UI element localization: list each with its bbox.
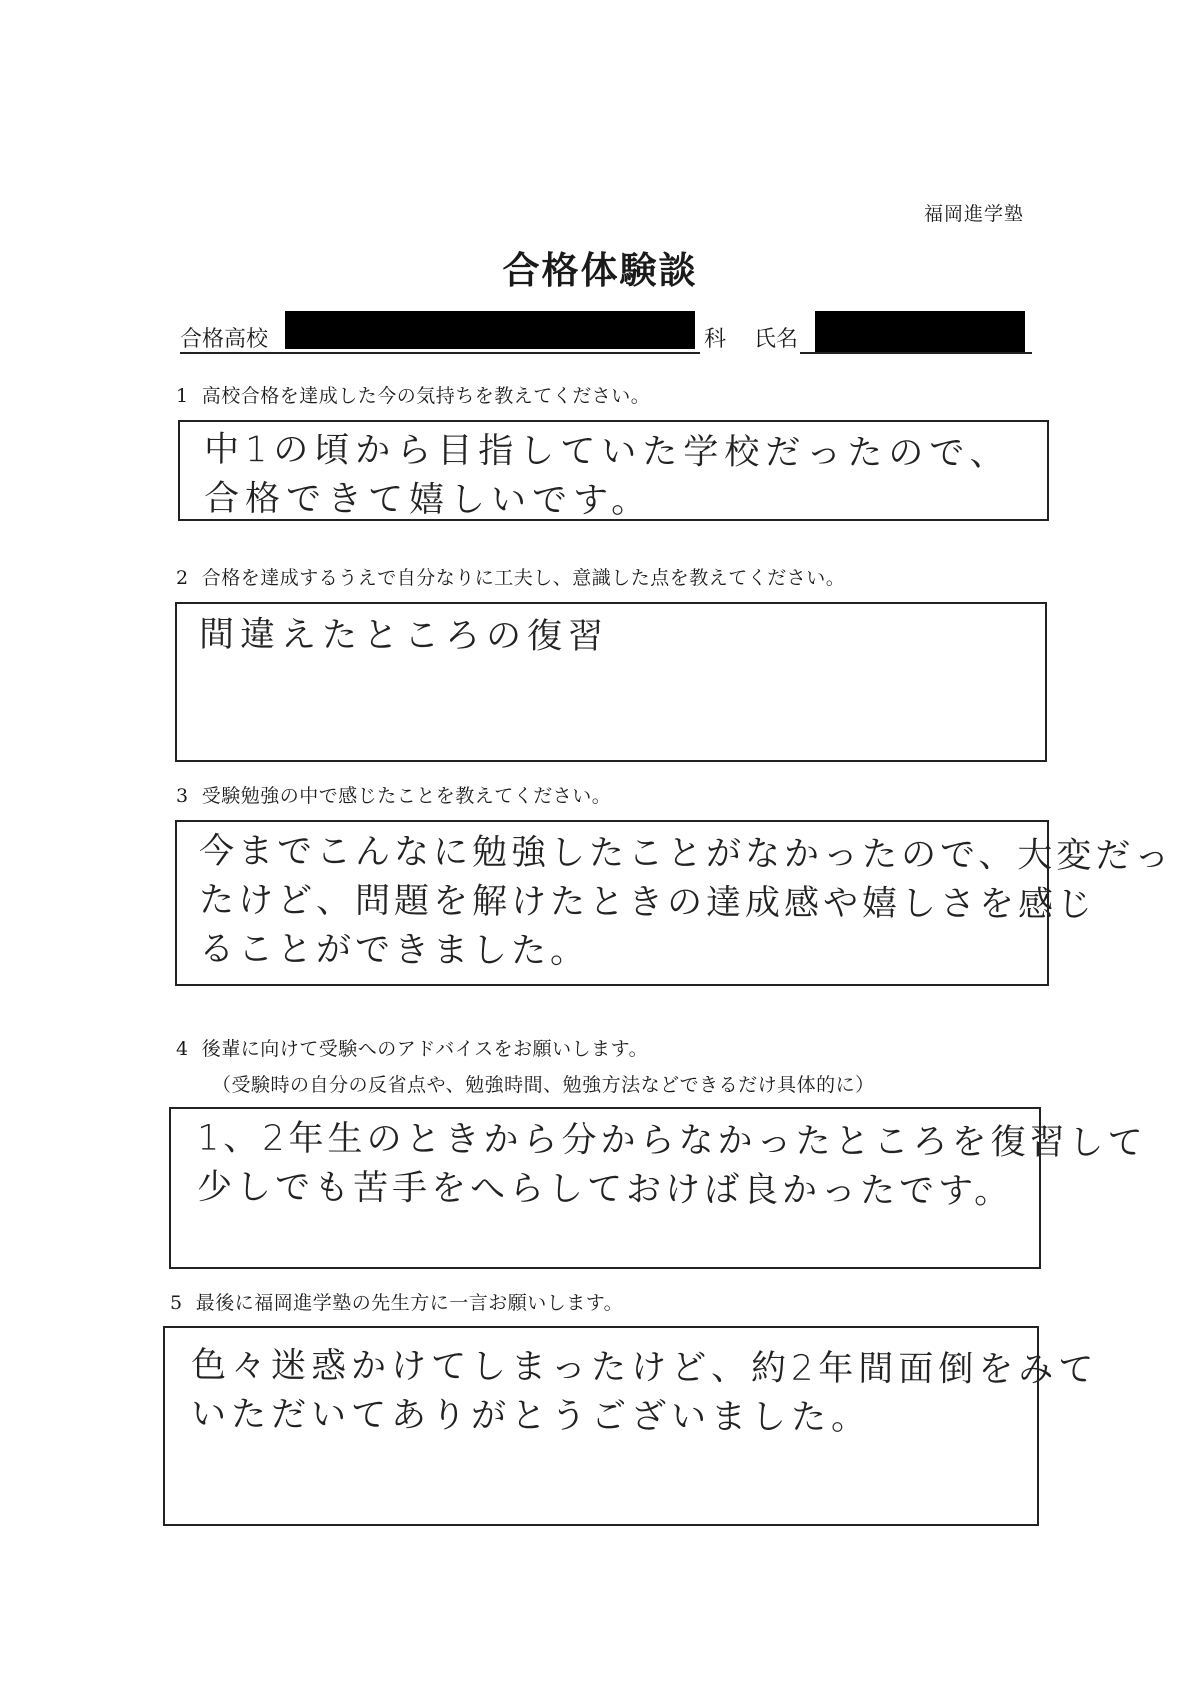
name-underline [800, 352, 1032, 354]
answer-box-2 [175, 602, 1047, 762]
question-number: 4 [176, 1038, 189, 1060]
question-prompt: 高校合格を達成した今の気持ちを教えてください。 [201, 385, 651, 407]
department-suffix: 科 [704, 327, 727, 352]
organization-name: 福岡進学塾 [924, 203, 1025, 225]
question-3 [176, 781, 611, 808]
question-2 [176, 563, 845, 590]
answer-line: 中1の頃から目指していた学校だったので、 [203, 429, 1011, 475]
question-prompt: 最後に福岡進学塾の先生方に一言お願いします。 [195, 1292, 624, 1314]
school-label: 合格高校 [180, 327, 269, 352]
question-prompt: 後輩に向けて受験へのアドバイスをお願いします。 [201, 1038, 649, 1060]
answer-line: 今までこんなに勉強したことがなかったので、大変だっ [198, 831, 1174, 877]
answer-line: 少しでも苦手をへらしておけば良かったです。 [196, 1167, 1014, 1212]
question-5 [170, 1288, 623, 1315]
answer-line: 合格できて嬉しいです。 [203, 478, 653, 522]
question-number: 2 [176, 567, 189, 589]
question-1 [176, 381, 650, 408]
name-redaction [815, 311, 1025, 354]
answer-box-1 [178, 420, 1049, 521]
answer-line: ることができました。 [198, 929, 590, 972]
answer-line: たけど、問題を解けたときの達成感や嬉しさを感じ [198, 880, 1097, 926]
question-prompt: 合格を達成するうえで自分なりに工夫し、意識した点を教えてください。 [201, 567, 846, 589]
question-number: 1 [176, 385, 189, 407]
name-label: 氏名 [754, 327, 799, 352]
answer-line: 間違えたところの復習 [198, 614, 610, 658]
answer-box-4 [169, 1107, 1147, 1269]
school-redaction [285, 311, 695, 349]
answer-line: 1、2年生のときから分からなかったところを復習して [196, 1118, 1147, 1164]
answer-line: いただいてありがとうございました。 [190, 1394, 872, 1439]
question-4 [176, 1034, 648, 1061]
answer-line: 色々迷惑かけてしまったけど、約2年間面倒をみて [190, 1345, 1099, 1391]
question-prompt: 受験勉強の中で感じたことを教えてください。 [201, 785, 612, 807]
school-underline [180, 352, 700, 354]
answer-box-3 [175, 820, 1174, 986]
answer-box-5 [163, 1326, 1099, 1526]
question-4-note: （受験時の自分の反省点や、勉強時間、勉強方法などできるだけ具体的に） [212, 1074, 875, 1096]
question-number: 3 [176, 785, 189, 807]
question-number: 5 [170, 1292, 183, 1314]
page-title: 合格体験談 [502, 249, 698, 292]
